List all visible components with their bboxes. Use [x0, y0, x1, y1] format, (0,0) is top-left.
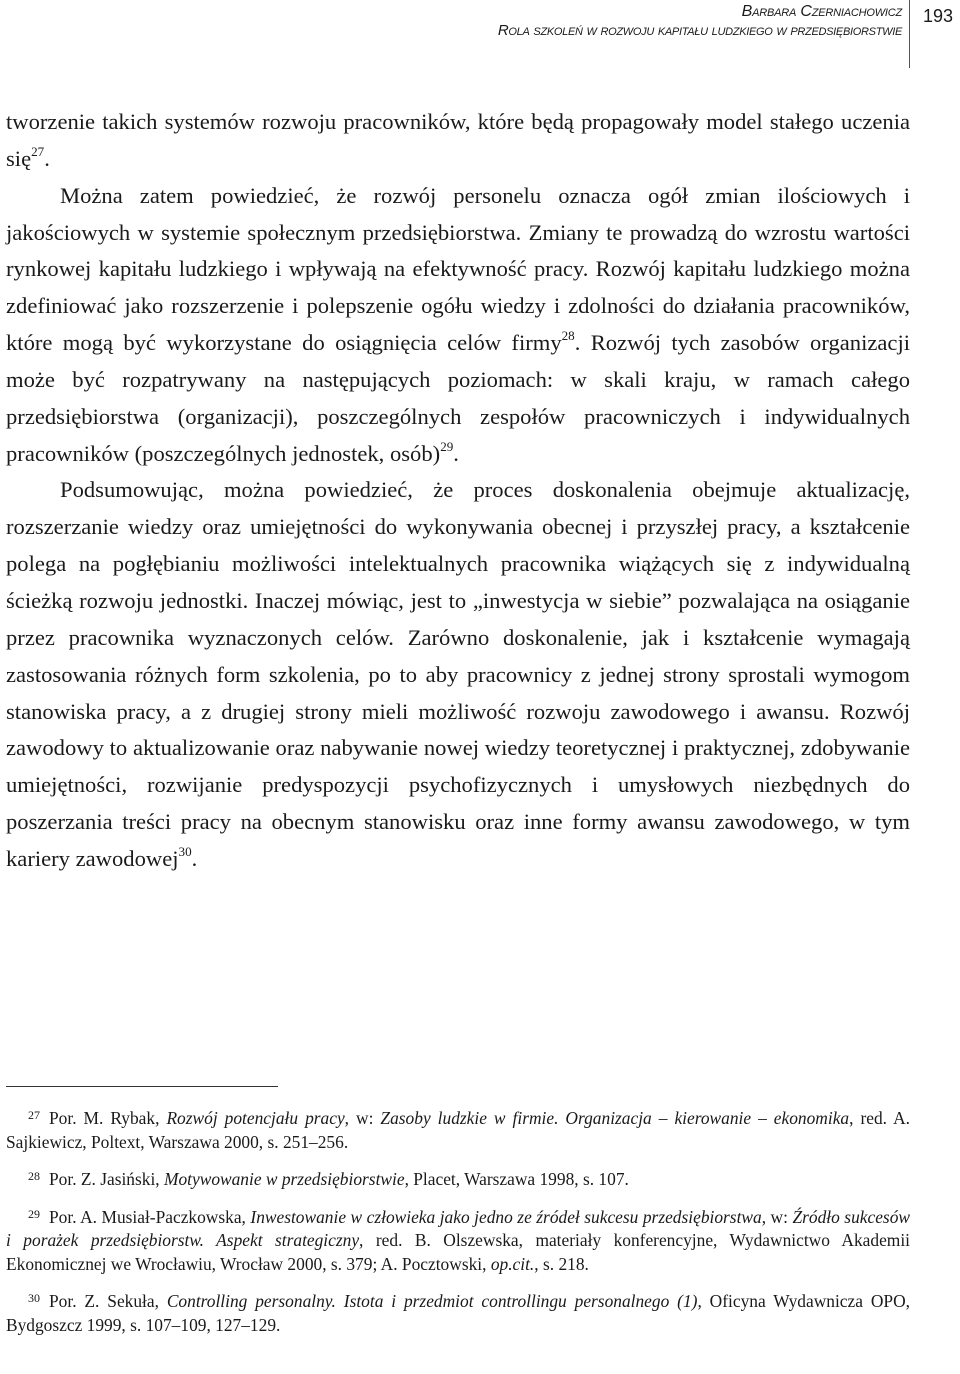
paragraph-2-text-c: . [453, 440, 459, 466]
footnote [6, 1287, 910, 1337]
footnote-ref-29[interactable]: 29 [440, 438, 454, 454]
footnote-title: Motywowanie w przedsiębiorstwie [163, 1169, 405, 1189]
footnote-text: , red. A. Sajkiewicz, Poltext, Warszawa 2000, s. 251–256. [6, 1108, 910, 1152]
footnote-text: Por. Z. Jasiński, [49, 1169, 164, 1189]
paragraph-2-text-b: . Rozwój tych zasobów organizacji może być rozpatrywany na następujących poziomach: w skali kraju, w ramach całego przedsiębiorstwa (organizacji), poszczególnych zespołów pracowniczych i indywidualnych pracowników (poszczególnych jednostek, osób) [6, 330, 911, 466]
footnote [6, 1165, 910, 1192]
footnote-title: Controlling personalny. Istota i przedmiot controllingu personalnego (1) [166, 1291, 698, 1311]
footnote-ref-28[interactable]: 28 [561, 328, 575, 344]
footnote-text: Por. M. Rybak, [49, 1108, 167, 1128]
footnote-title: Źródło sukcesów i porażek przedsiębiorstw. Aspekt strategiczny [6, 1206, 910, 1250]
footnote-text: Por. A. Musiał-Paczkowska, [49, 1206, 251, 1227]
paragraph-2 [6, 178, 910, 473]
paragraph-3-text: Podsumowując, można powiedzieć, że proces doskonalenia obejmuje aktualizację, rozszerzanie wiedzy oraz umiejętności do wykonywania obecnej i przyszłej pracy, a kształcenie polega na pogłębianiu możliwości intelektualnych pracownika wiążących się z indywidualną ścieżką rozwoju jednostki. Inaczej mówiąc, jest to „inwestycja w siebie” pozwalająca na osiąganie przez pracownika wyznaczonych celów. Zarówno doskonalenie, jak i kształcenie wymagają zastosowania różnych form szkolenia, po to aby pracownicy z jednej strony sprostali wymogom stanowiska pracy, a z drugiej strony mieli możliwość rozwoju zawodowego i awansu. Rozwój zawodowy to aktualizowanie oraz nabywanie nowej wiedzy teoretycznej i praktycznej, zdobywanie umiejętności, rozwijanie predyspozycji psychofizycznych i umysłowych niezbędnych do poszerzania treści pracy na obecnym stanowisku oraz inne formy awansu zawodowego, w tym kariery zawodowej [6, 477, 910, 871]
footnote-number: 27 [28, 1108, 40, 1122]
footnote-text: , red. B. Olszewska, materiały konferencyjne, Wydawnictwo Akademii Ekonomicznej we Wrocławiu, Wrocław 2000, s. 379; A. Pocztowski, [6, 1230, 910, 1274]
paragraph-1-text: tworzenie takich systemów rozwoju pracowników, które będą propagowały model stałego uczenia się [6, 109, 910, 171]
footnote-separator [6, 1086, 278, 1087]
footnote-text: , w: [761, 1206, 793, 1227]
footnote-number: 28 [28, 1169, 40, 1183]
header-author: Barbara Czerniachowicz [741, 3, 902, 20]
paragraph-1-tail: . [44, 145, 50, 171]
footnote-text: , Oficyna Wydawnicza OPO, Bydgoszcz 1999, s. 107–109, 127–129. [6, 1291, 910, 1335]
footnote-ref-27[interactable]: 27 [31, 144, 45, 160]
footnote [6, 1203, 910, 1277]
footnote-ref-30[interactable]: 30 [178, 844, 192, 860]
header-title: Rola szkoleń w rozwoju kapitału ludzkiego w przedsiębiorstwie [497, 22, 902, 39]
footnote-title: Zasoby ludzkie w firmie. Organizacja – kierowanie – ekonomika [380, 1108, 850, 1128]
paragraph-2-text-a: Można zatem powiedzieć, że rozwój personelu oznacza ogół zmian ilościowych i jakościowych w systemie społecznym przedsiębiorstwa. Zmiany te prowadzą do wzrostu wartości rynkowej kapitału ludzkiego i wpływają na efektywność pracy. Rozwój kapitału ludzkiego można zdefiniować jako rozszerzenie i polepszenie ogółu wiedzy i zdolności do działania pracowników, które mogą być wykorzystane do osiągnięcia celów firmy [6, 182, 910, 356]
paragraph-1 [6, 104, 910, 178]
footnote-title: op.cit. [490, 1253, 535, 1274]
footnotes [6, 1104, 910, 1348]
footnote-title: Rozwój potencjału pracy [166, 1108, 345, 1128]
header-divider [909, 0, 910, 68]
footnote [6, 1104, 910, 1154]
footnote-number: 30 [28, 1291, 40, 1305]
footnote-text: , s. 218. [534, 1253, 589, 1274]
main-text [6, 104, 910, 878]
footnote-text: , w: [344, 1108, 381, 1128]
page-number: 193 [922, 6, 954, 26]
paragraph-3 [6, 472, 910, 877]
running-header [0, 0, 960, 70]
footnote-text: , Placet, Warszawa 1998, s. 107. [404, 1169, 629, 1189]
footnote-text: Por. Z. Sekuła, [49, 1291, 167, 1311]
paragraph-3-tail: . [191, 845, 198, 871]
footnote-number: 29 [28, 1206, 40, 1221]
footnote-title: Inwestowanie w człowieka jako jedno ze źródeł sukcesu przedsiębiorstwa [250, 1206, 762, 1227]
